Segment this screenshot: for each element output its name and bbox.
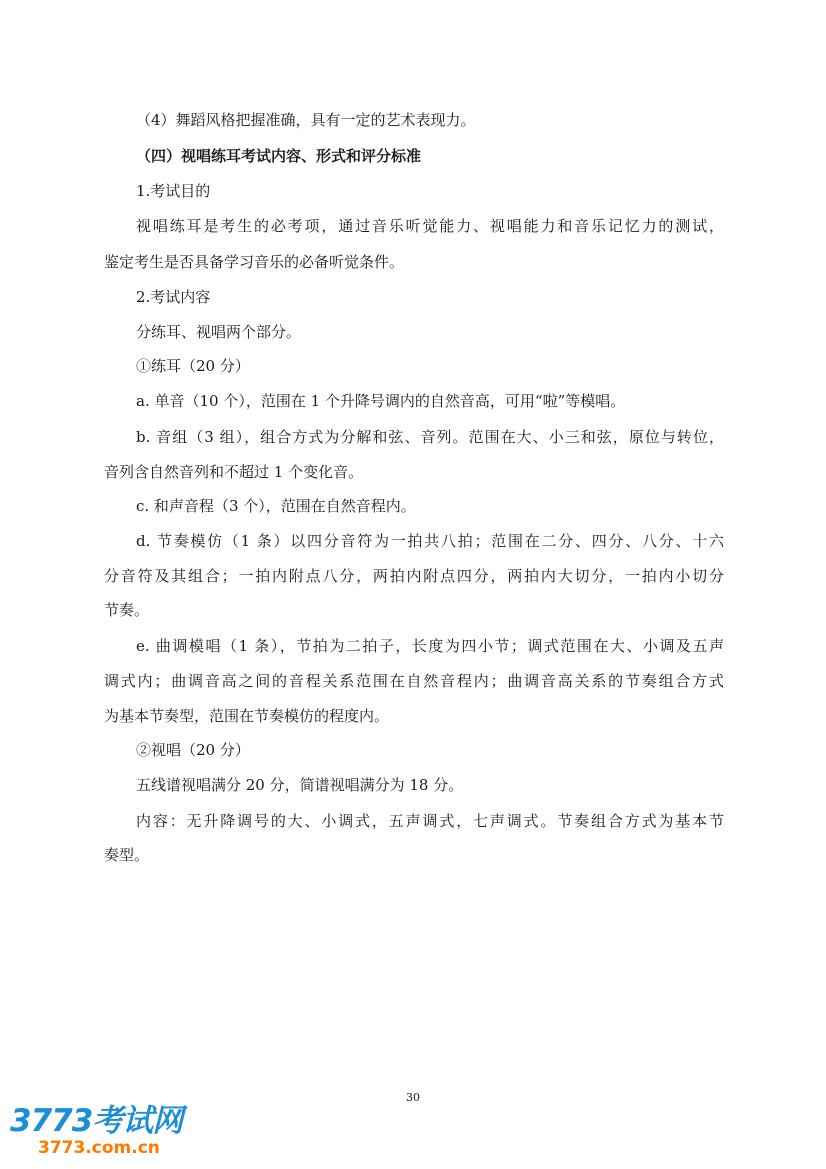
subheading-sight-singing: ②视唱（20 分） [136,741,250,759]
paragraph-line: 视唱练耳是考生的必考项，通过音乐听觉能力、视唱能力和音乐记忆力的测试， [136,217,724,235]
paragraph-line: 奏型。 [104,846,150,864]
paragraph-line: 内容：无升降调号的大、小调式，五声调式，七声调式。节奏组合方式为基本节 [136,812,724,830]
list-item-c: c. 和声音程（3 个），范围在自然音程内。 [136,497,416,515]
paragraph-line: 分音符及其组合；一拍内附点八分，两拍内附点四分，两拍内大切分，一拍内小切分 [104,567,724,585]
subheading-exam-content: 2.考试内容 [136,288,211,306]
section-heading-sight-singing: （四）视唱练耳考试内容、形式和评分标准 [136,147,422,165]
paragraph-line: 节奏。 [104,601,150,619]
list-item-b: b. 音组（3 组），组合方式为分解和弦、音列。范围在大、小三和弦，原位与转位， [136,428,724,446]
subheading-ear-training: ①练耳（20 分） [136,357,250,375]
watermark-url: 3773.com.cn [38,1138,160,1158]
paragraph-line: 音列含自然音列和不超过 1 个变化音。 [104,463,364,481]
paragraph-line: 调式内；曲调音高之间的音程关系范围在自然音程内；曲调音高关系的节奏组合方式 [104,672,724,690]
page-number: 30 [406,1091,420,1104]
watermark-logo: 3773考试网 [10,1103,183,1139]
list-item-d: d. 节奏模仿（1 条）以四分音符为一拍共八拍；范围在二分、四分、八分、十六 [136,532,724,550]
list-item-a: a. 单音（10 个），范围在 1 个升降号调内的自然音高，可用“啦”等模唱。 [136,392,626,410]
paragraph-line: 五线谱视唱满分 20 分，简谱视唱满分为 18 分。 [136,776,464,794]
subheading-exam-purpose: 1.考试目的 [136,182,211,200]
paragraph-line: 鉴定考生是否具备学习音乐的必备听觉条件。 [104,253,405,271]
list-item-e: e. 曲调模唱（1 条），节拍为二拍子，长度为四小节；调式范围在大、小调及五声 [136,637,724,655]
text-line-dance-style: （4）舞蹈风格把握准确，具有一定的艺术表现力。 [136,111,476,129]
paragraph-line: 为基本节奏型，范围在节奏模仿的程度内。 [104,707,390,725]
paragraph-line: 分练耳、视唱两个部分。 [136,323,302,341]
